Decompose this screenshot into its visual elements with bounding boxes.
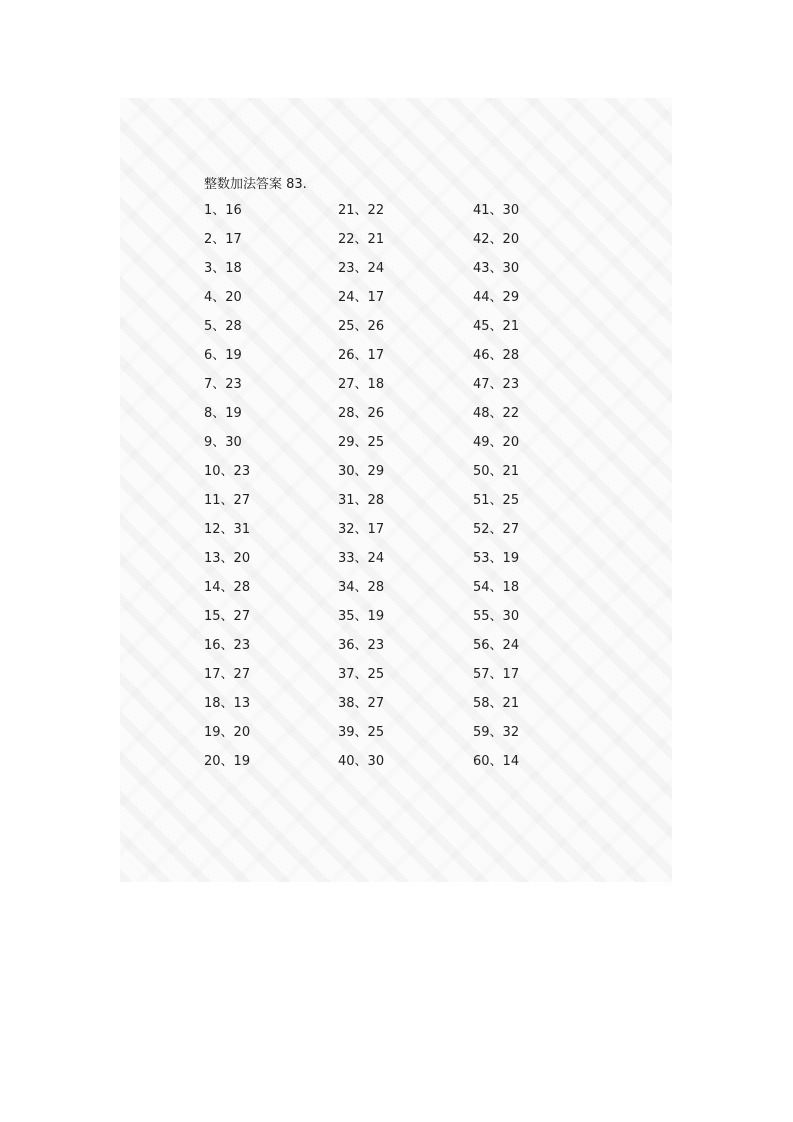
answer-item: 32、17 [338, 522, 385, 537]
answer-column-2 [338, 202, 384, 782]
answer-item: 1、16 [204, 203, 242, 218]
answer-item: 55、30 [473, 609, 520, 624]
answer-column-1 [204, 202, 250, 782]
answer-item: 14、28 [204, 580, 251, 595]
answer-item: 21、22 [338, 203, 385, 218]
answer-item: 54、18 [473, 580, 520, 595]
answer-item: 40、30 [338, 754, 385, 769]
answer-item: 28、26 [338, 406, 385, 421]
answer-item: 27、18 [338, 377, 385, 392]
answer-item: 11、27 [204, 493, 251, 508]
answer-item: 23、24 [338, 261, 385, 276]
answer-item: 51、25 [473, 493, 520, 508]
answer-item: 43、30 [473, 261, 520, 276]
answer-item: 18、13 [204, 696, 251, 711]
answer-item: 10、23 [204, 464, 251, 479]
answer-item: 47、23 [473, 377, 520, 392]
page-title: 整数加法答案 83. [204, 177, 307, 192]
answer-item: 5、28 [204, 319, 242, 334]
answer-item: 24、17 [338, 290, 385, 305]
answer-item: 60、14 [473, 754, 520, 769]
answer-item: 7、23 [204, 377, 242, 392]
answer-item: 12、31 [204, 522, 251, 537]
answer-item: 2、17 [204, 232, 242, 247]
answer-item: 8、19 [204, 406, 242, 421]
answer-item: 6、19 [204, 348, 242, 363]
watermark-background [120, 98, 672, 882]
answer-item: 56、24 [473, 638, 520, 653]
answer-item: 29、25 [338, 435, 385, 450]
answer-item: 38、27 [338, 696, 385, 711]
answer-item: 17、27 [204, 667, 251, 682]
answer-item: 42、20 [473, 232, 520, 247]
answer-item: 15、27 [204, 609, 251, 624]
answer-item: 13、20 [204, 551, 251, 566]
answer-item: 45、21 [473, 319, 520, 334]
answer-item: 49、20 [473, 435, 520, 450]
answer-item: 30、29 [338, 464, 385, 479]
answer-item: 57、17 [473, 667, 520, 682]
answer-item: 19、20 [204, 725, 251, 740]
answer-item: 59、32 [473, 725, 520, 740]
answer-item: 9、30 [204, 435, 242, 450]
answer-item: 26、17 [338, 348, 385, 363]
answer-item: 33、24 [338, 551, 385, 566]
answer-item: 50、21 [473, 464, 520, 479]
answer-item: 3、18 [204, 261, 242, 276]
answer-item: 35、19 [338, 609, 385, 624]
answer-item: 31、28 [338, 493, 385, 508]
answer-item: 25、26 [338, 319, 385, 334]
answer-item: 52、27 [473, 522, 520, 537]
answer-item: 44、29 [473, 290, 520, 305]
answer-column-3 [473, 202, 519, 782]
answer-item: 20、19 [204, 754, 251, 769]
answer-item: 58、21 [473, 696, 520, 711]
answer-item: 46、28 [473, 348, 520, 363]
answer-item: 41、30 [473, 203, 520, 218]
answer-item: 16、23 [204, 638, 251, 653]
answer-item: 39、25 [338, 725, 385, 740]
answer-item: 34、28 [338, 580, 385, 595]
answer-item: 4、20 [204, 290, 242, 305]
answer-item: 22、21 [338, 232, 385, 247]
answer-item: 36、23 [338, 638, 385, 653]
answer-item: 53、19 [473, 551, 520, 566]
answer-item: 37、25 [338, 667, 385, 682]
answer-item: 48、22 [473, 406, 520, 421]
